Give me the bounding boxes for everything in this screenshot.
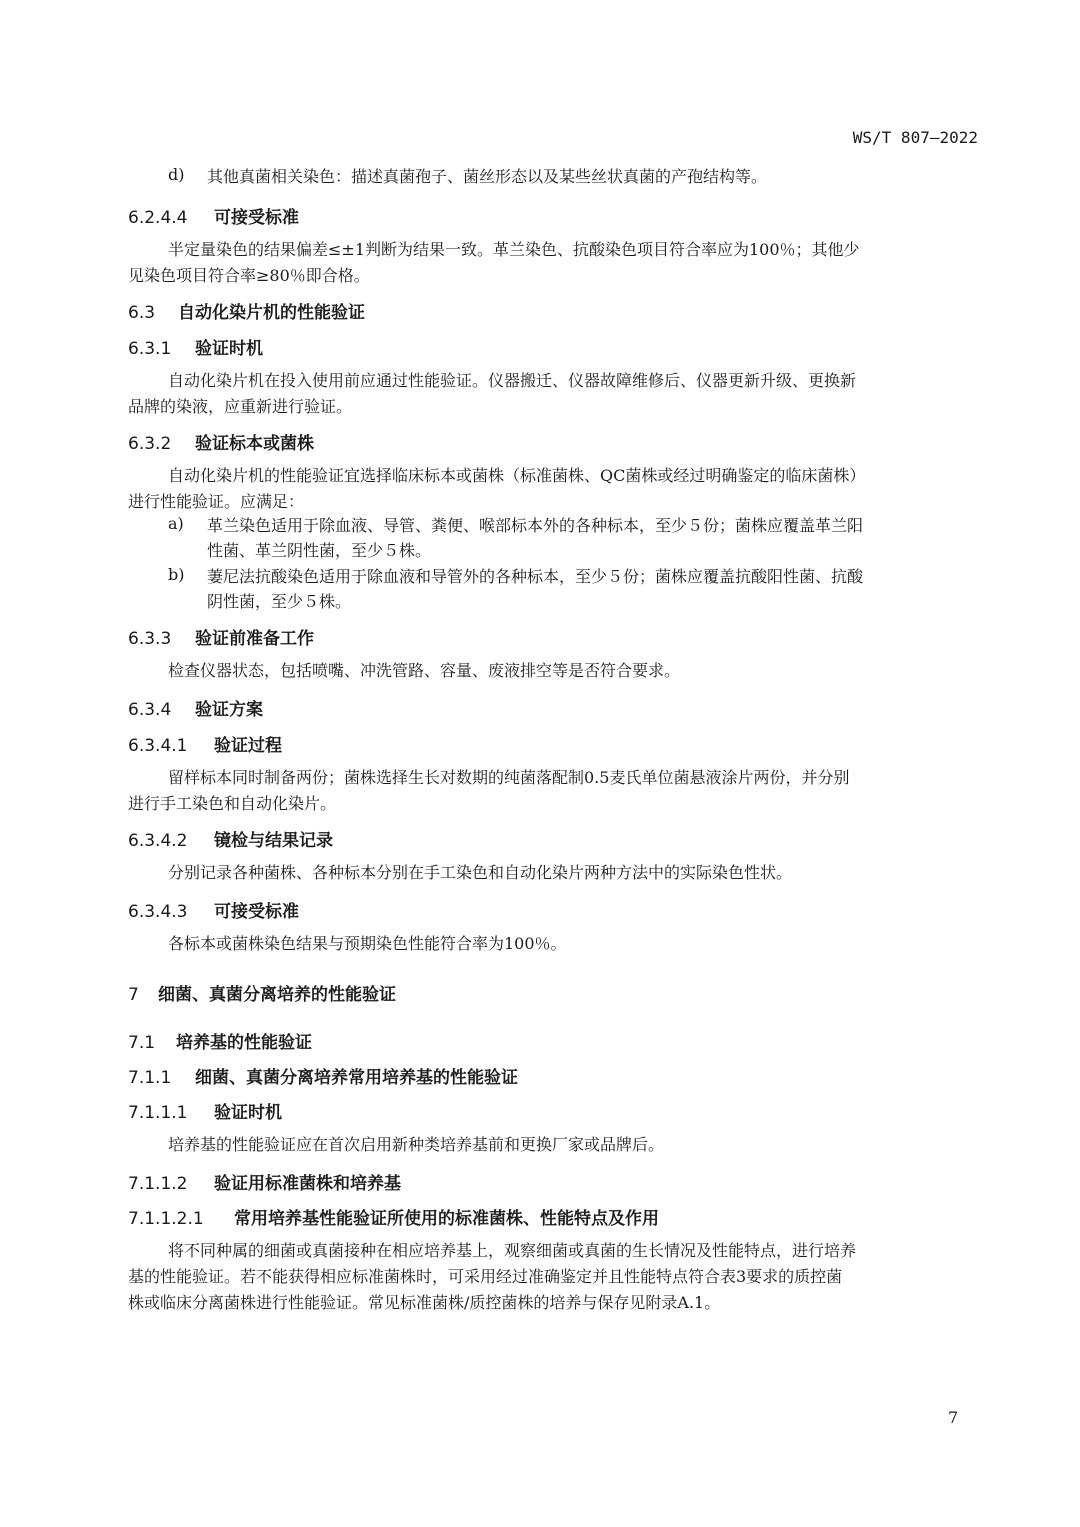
heading-title: 细菌、真菌分离培养常用培养基的性能验证: [195, 1068, 518, 1088]
heading-title: 细菌、真菌分离培养的性能验证: [158, 985, 396, 1005]
heading-6-3-2: [128, 429, 314, 454]
heading-number: 7.1.1.2.1: [128, 1209, 204, 1229]
heading-title: 可接受标准: [214, 208, 299, 228]
heading-6-3-4-2: [128, 826, 333, 851]
heading-number: 7: [128, 985, 139, 1005]
heading-number: 7.1.1.2: [128, 1174, 188, 1194]
heading-6-2-4-4: [128, 203, 299, 228]
paragraph-line: 进行手工染色和自动化染片。: [128, 794, 337, 813]
heading-number: 6.2.4.4: [128, 208, 188, 228]
list-marker-d: d): [168, 165, 185, 184]
heading-title: 验证时机: [195, 339, 263, 359]
heading-title: 验证用标准菌株和培养基: [214, 1174, 401, 1194]
heading-number: 6.3.4.3: [128, 902, 188, 922]
paragraph-line: 株或临床分离菌株进行性能验证。常见标准菌株/质控菌株的培养与保存见附录A.1。: [128, 1293, 721, 1312]
heading-number: 6.3.1: [128, 339, 172, 359]
page-number: 7: [948, 1408, 959, 1427]
list-marker-a: a): [168, 514, 184, 533]
paragraph-line: 见染色项目符合率≥80％即合格。: [128, 266, 370, 285]
paragraph-line: 品牌的染液，应重新进行验证。: [128, 397, 353, 416]
heading-title: 常用培养基性能验证所使用的标准菌株、性能特点及作用: [234, 1209, 659, 1229]
heading-number: 6.3.3: [128, 629, 172, 649]
heading-number: 7.1.1.1: [128, 1103, 188, 1123]
heading-7-1-1-2: [128, 1169, 401, 1194]
heading-number: 6.3.4: [128, 700, 172, 720]
heading-number: 7.1: [128, 1033, 156, 1053]
heading-6-3-1: [128, 334, 263, 359]
heading-7-1: [128, 1028, 312, 1053]
heading-7-1-1-2-1: [128, 1204, 659, 1229]
heading-number: 6.3: [128, 303, 156, 323]
paragraph-line: 将不同种属的细菌或真菌接种在相应培养基上，观察细菌或真菌的生长情况及性能特点，进行培养: [168, 1241, 857, 1260]
heading-6-3-4-3: [128, 897, 299, 922]
paragraph-line: 半定量染色的结果偏差≤±1判断为结果一致。革兰染色、抗酸染色项目符合率应为100％；其他少: [168, 240, 860, 259]
paragraph-line: 进行性能验证。应满足：: [128, 492, 305, 511]
paragraph-line: 培养基的性能验证应在首次启用新种类培养基前和更换厂家或品牌后。: [168, 1135, 665, 1154]
heading-title: 验证标本或菌株: [195, 434, 314, 454]
paragraph-line: 留样标本同时制备两份；菌株选择生长对数期的纯菌落配制0.5麦氏单位菌悬液涂片两份，并分别: [168, 768, 850, 787]
heading-title: 验证前准备工作: [195, 629, 314, 649]
heading-6-3: [128, 298, 365, 323]
heading-7-1-1: [128, 1063, 518, 1088]
paragraph-line: 基的性能验证。若不能获得相应标准菌株时，可采用经过准确鉴定并且性能特点符合表3要求的质控菌: [128, 1267, 843, 1286]
paragraph-line: 检查仪器状态，包括喷嘴、冲洗管路、容量、废液排空等是否符合要求。: [168, 661, 681, 680]
heading-title: 可接受标准: [214, 902, 299, 922]
heading-6-3-3: [128, 624, 314, 649]
paragraph-line: 各标本或菌株染色结果与预期染色性能符合率为100％。: [168, 934, 567, 953]
heading-title: 自动化染片机的性能验证: [178, 303, 365, 323]
heading-7-1-1-1: [128, 1098, 282, 1123]
heading-number: 6.3.2: [128, 434, 172, 454]
heading-number: 6.3.4.1: [128, 736, 188, 756]
paragraph-line: 自动化染片机的性能验证宜选择临床标本或菌株（标准菌株、QC菌株或经过明确鉴定的临床菌株）: [168, 466, 866, 485]
list-marker-b: b): [168, 565, 185, 584]
document-code: WS/T 807—2022: [852, 128, 978, 147]
list-item-a-line2: 性菌、革兰阴性菌，至少５株。: [207, 541, 432, 560]
heading-title: 培养基的性能验证: [176, 1033, 312, 1053]
paragraph-line: 自动化染片机在投入使用前应通过性能验证。仪器搬迁、仪器故障维修后、仪器更新升级、更换新: [168, 371, 857, 390]
heading-6-3-4-1: [128, 731, 282, 756]
heading-title: 验证过程: [214, 736, 282, 756]
heading-6-3-4: [128, 695, 263, 720]
heading-number: 6.3.4.2: [128, 831, 188, 851]
paragraph-line: 分别记录各种菌株、各种标本分别在手工染色和自动化染片两种方法中的实际染色性状。: [168, 863, 793, 882]
list-item-b-line2: 阴性菌，至少５株。: [207, 592, 352, 611]
list-item-d: 其他真菌相关染色：描述真菌孢子、菌丝形态以及某些丝状真菌的产孢结构等。: [207, 167, 768, 186]
heading-7: [128, 980, 396, 1005]
heading-title: 验证时机: [214, 1103, 282, 1123]
heading-title: 镜检与结果记录: [214, 831, 333, 851]
list-item-a-line1: 革兰染色适用于除血液、导管、粪便、喉部标本外的各种标本，至少５份；菌株应覆盖革兰阳: [207, 516, 864, 535]
heading-number: 7.1.1: [128, 1068, 172, 1088]
heading-title: 验证方案: [195, 700, 263, 720]
list-item-b-line1: 萋尼法抗酸染色适用于除血液和导管外的各种标本，至少５份；菌株应覆盖抗酸阳性菌、抗酸: [207, 567, 864, 586]
